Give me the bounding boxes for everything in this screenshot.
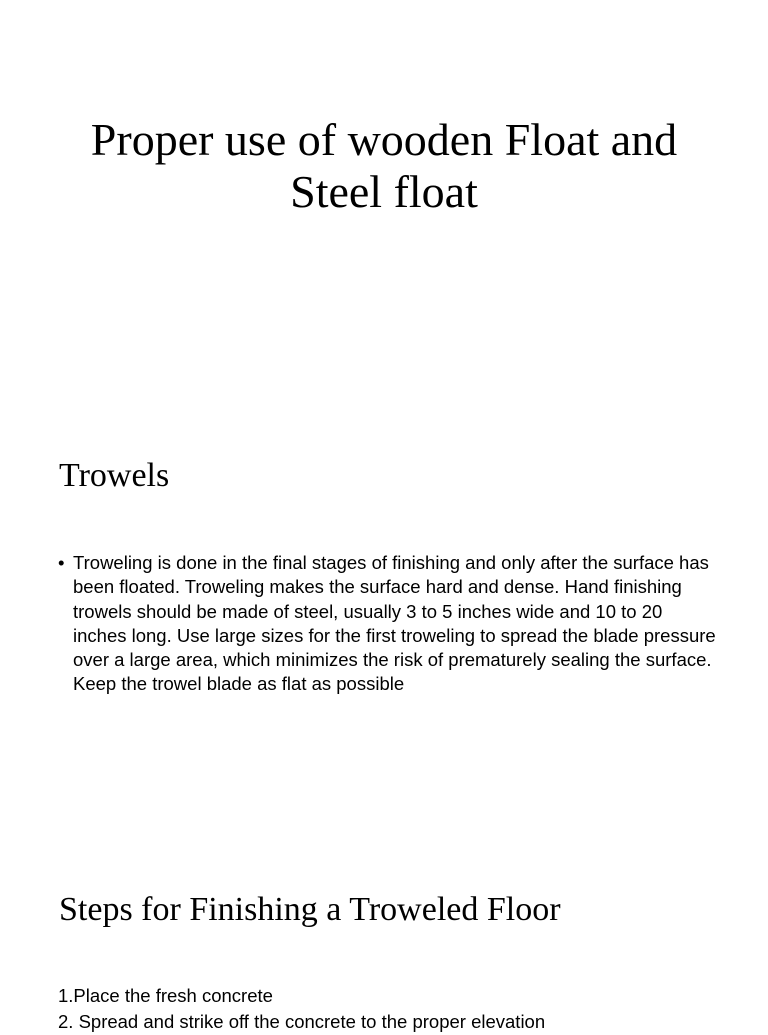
steps-list xyxy=(58,983,738,1035)
bullet-item xyxy=(58,551,718,697)
bullet-dot-icon: • xyxy=(58,552,65,573)
section-heading-trowels: Trowels xyxy=(59,457,170,494)
slide-title: Proper use of wooden Float and Steel float xyxy=(90,114,678,217)
trowels-bullet-list xyxy=(58,551,718,697)
bullet-text: Troweling is done in the final stages of finishing and only after the surface has been floated. Troweling makes the surface hard and dense. Hand finishing trowels should be made of steel, usually 3 to 5 inches wide and 10 to 20 inches long. Use large sizes for the first troweling to spread the blade pressure over a large area, which minimizes the risk of prematurely sealing the surface. Keep the trowel blade as flat as possible xyxy=(73,552,716,695)
step-item-1: 1.Place the fresh concrete xyxy=(58,985,273,1006)
section-heading-steps: Steps for Finishing a Troweled Floor xyxy=(59,891,561,928)
step-item-2: 2. Spread and strike off the concrete to the proper elevation xyxy=(58,1011,546,1032)
